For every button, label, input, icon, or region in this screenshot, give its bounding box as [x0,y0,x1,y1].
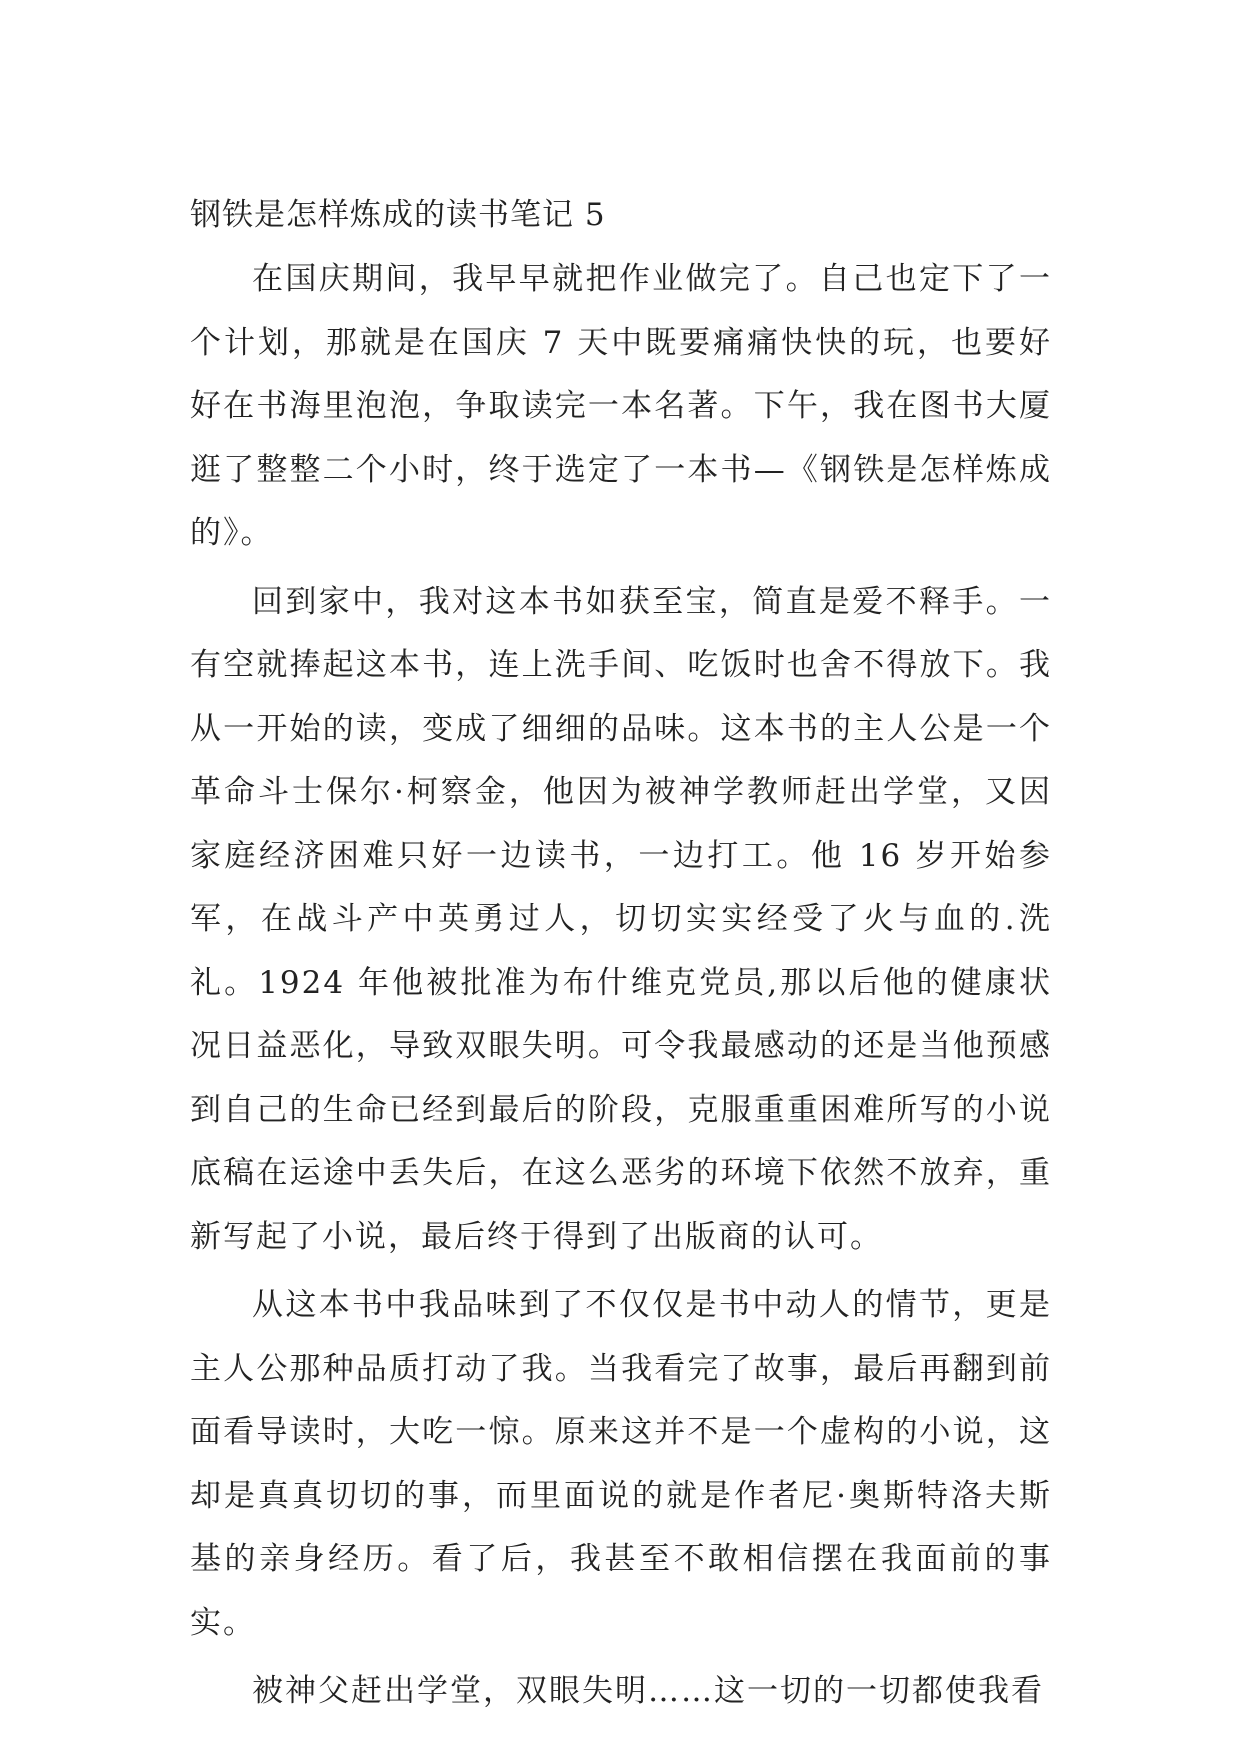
document-body [190,188,1052,1724]
paragraph-4: 被神父赶出学堂，双眼失明……这一切的一切都使我看 [252,1673,1044,1709]
paragraph-3: 从这本书中我品味到了不仅仅是书中动人的情节，更是主人公那种品质打动了我。当我看完了故事，最后再翻到前面看导读时，大吃一惊。原来这并不是一个虚构的小说，这却是真真切切的事，而里面说的就是作者尼·奥斯特洛夫斯基的亲身经历。看了后，我甚至不敢相信摆在我面前的事实。 [190,1287,1052,1641]
paragraph-1: 在国庆期间，我早早就把作业做完了。自己也定下了一个计划，那就是在国庆 7 天中既要痛痛快快的玩，也要好好在书海里泡泡，争取读完一本名著。下午，我在图书大厦逛了整整二个小时，终于选定了一本书—《钢铁是怎样炼成的》。 [190,261,1052,551]
paragraph-2: 回到家中，我对这本书如获至宝，简直是爱不释手。一有空就捧起这本书，连上洗手间、吃饭时也舍不得放下。我从一开始的读，变成了细细的品味。这本书的主人公是一个革命斗士保尔·柯察金，他因为被神学教师赶出学堂，又因家庭经济困难只好一边读书，一边打工。他 16 岁开始参军，在战斗产中英勇过人，切切实实经受了火与血的.洗礼。1924 年他被批准为布什维克党员,那以后他的健康状况日益恶化，导致双眼失明。可令我最感动的还是当他预感到自己的生命已经到最后的阶段，克服重重困难所写的小说底稿在运途中丢失后，在这么恶劣的环境下依然不放弃，重新写起了小说，最后终于得到了出版商的认可。 [190,583,1052,1255]
document-title: 钢铁是怎样炼成的读书笔记 5 [190,197,606,233]
